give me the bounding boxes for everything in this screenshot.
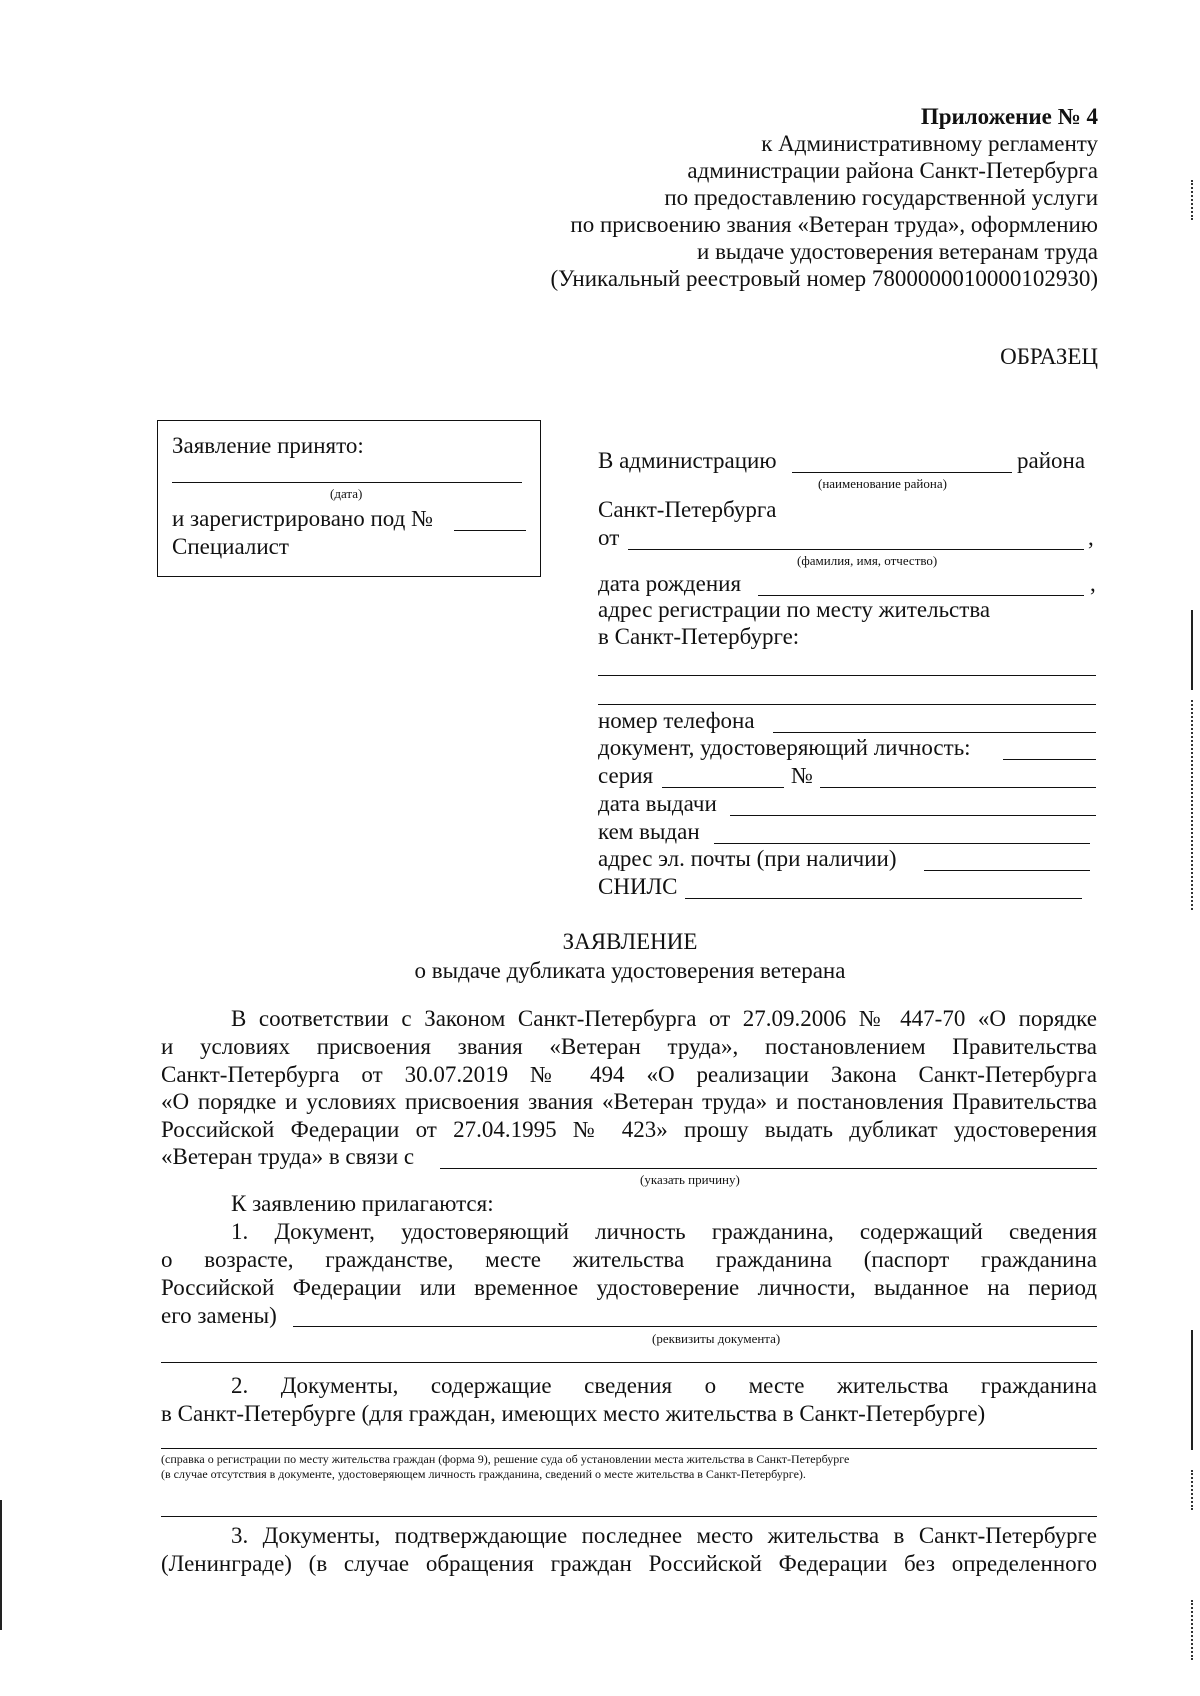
id-number-line[interactable] [820, 787, 1096, 788]
city-label: Санкт-Петербурга [598, 497, 777, 522]
issue-date-line[interactable] [730, 815, 1096, 816]
paragraph-line: Российской Федерации от 27.04.1995 № 423» прошу выдать дубликат удостоверения [161, 1117, 1097, 1142]
item1-last-line: его замены) [161, 1303, 277, 1328]
from-label: от [598, 525, 620, 550]
scan-edge-line-left [0, 1500, 2, 1630]
header-line: к Административному регламенту [761, 131, 1098, 156]
registration-number-line[interactable] [454, 530, 526, 531]
item2-details-line[interactable] [161, 1448, 1097, 1449]
id-doc-label: документ, удостоверяющий личность: [598, 735, 971, 760]
appendix-title: Приложение № 4 [920, 104, 1098, 129]
reg-address-label: адрес регистрации по месту жительства [598, 597, 991, 622]
fio-hint: (фамилия, имя, отчество) [797, 553, 938, 568]
birth-date-label: дата рождения [598, 571, 742, 596]
to-admin-label: В администрацию [598, 448, 777, 473]
item2-line: 2. Документы, содержащие сведения о месте жительства гражданина [231, 1373, 1097, 1398]
scan-edge-line [1191, 1330, 1193, 1450]
paragraph-line: В соответствии с Законом Санкт-Петербурга от 27.09.2006 № 447-70 «О порядке [231, 1006, 1097, 1031]
received-title: Заявление принято: [172, 433, 364, 458]
series-line[interactable] [662, 787, 784, 788]
registry-number: (Уникальный реестровый номер 7800000010000102930) [550, 266, 1098, 291]
header-line: администрации района Санкт-Петербурга [687, 158, 1098, 183]
item3-line: (Ленинграде) (в случае обращения граждан Российской Федерации без определенного [161, 1551, 1097, 1576]
district-line[interactable] [792, 472, 1012, 473]
item2-last-line: в Санкт-Петербурге (для граждан, имеющих место жительства в Санкт-Петербурге) [161, 1401, 986, 1426]
item1-line: о возрасте, гражданстве, месте жительства гражданина (паспорт гражданина [161, 1247, 1097, 1272]
reason-line[interactable] [440, 1168, 1097, 1169]
doc-details-line[interactable] [293, 1326, 1097, 1327]
received-date-hint: (дата) [330, 486, 363, 501]
scan-edge-marks [1191, 180, 1193, 220]
scan-edge-line [1191, 610, 1193, 690]
item3-line: 3. Документы, подтверждающие последнее место жительства в Санкт-Петербурге [231, 1523, 1097, 1548]
district-hint: (наименование района) [818, 476, 947, 491]
doc-details-hint: (реквизиты документа) [652, 1331, 781, 1346]
doc-details-line-2[interactable] [161, 1362, 1097, 1363]
scan-edge-marks [1191, 700, 1193, 910]
series-label: серия [598, 763, 654, 788]
phone-line[interactable] [773, 732, 1096, 733]
item2-hint-line: (справка о регистрации по месту жительства граждан (форма 9), решение суда об установлении места жительства в Санкт-Петербурге [161, 1452, 850, 1466]
district-label: района [1017, 448, 1086, 473]
scan-edge-marks [1191, 1470, 1193, 1510]
header-line: и выдаче удостоверения ветеранам труда [697, 239, 1098, 264]
paragraph-last-line: «Ветеран труда» в связи с [161, 1144, 415, 1169]
paragraph-line: и условиях присвоения звания «Ветеран труда», постановлением Правительства [161, 1034, 1097, 1059]
header-line: по присвоению звания «Ветеран труда», оформлению [570, 212, 1098, 237]
item2-details-line-2[interactable] [161, 1516, 1097, 1517]
reason-hint: (указать причину) [640, 1172, 740, 1187]
statement-title: ЗАЯВЛЕНИЕ [562, 929, 698, 954]
sample-label: ОБРАЗЕЦ [1000, 344, 1098, 369]
statement-subtitle: о выдаче дубликата удостоверения ветерана [414, 958, 846, 983]
item2-hint-line: (в случае отсутствия в документе, удостоверяющем личность гражданина, сведений о месте жительства в Санкт-Петербурге). [161, 1467, 806, 1481]
paragraph-line: Санкт-Петербурга от 30.07.2019 № 494 «О реализации Закона Санкт-Петербурга [161, 1062, 1097, 1087]
reg-address-line-2[interactable] [598, 704, 1096, 705]
issue-date-label: дата выдачи [598, 791, 717, 816]
paragraph-line: «О порядке и условиях присвоения звания «Ветеран труда» и постановления Правительства [161, 1089, 1097, 1114]
received-specialist: Специалист [172, 534, 289, 559]
item1-line: 1. Документ, удостоверяющий личность гражданина, содержащий сведения [231, 1219, 1097, 1244]
in-spb-label: в Санкт-Петербурге: [598, 624, 800, 649]
fio-line[interactable] [628, 549, 1084, 550]
snils-label: СНИЛС [598, 874, 678, 899]
received-registered: и зарегистрировано под № [172, 506, 434, 531]
item1-line: Российской Федерации или временное удостоверение личности, выданное на период [161, 1275, 1097, 1300]
scan-edge-marks [1191, 1600, 1193, 1660]
issued-by-label: кем выдан [598, 819, 700, 844]
email-label: адрес эл. почты (при наличии) [598, 846, 897, 871]
number-sign: № [791, 763, 813, 788]
reg-address-line-1[interactable] [598, 675, 1096, 676]
phone-label: номер телефона [598, 708, 755, 733]
attached-label: К заявлению прилагаются: [231, 1191, 494, 1216]
id-doc-line[interactable] [1003, 759, 1096, 760]
email-line[interactable] [924, 870, 1090, 871]
birth-date-comma: , [1090, 571, 1096, 596]
fio-comma: , [1088, 525, 1094, 550]
header-line: по предоставлению государственной услуги [664, 185, 1098, 210]
snils-line[interactable] [685, 898, 1082, 899]
received-date-line[interactable] [172, 482, 522, 483]
issued-by-line[interactable] [714, 843, 1090, 844]
